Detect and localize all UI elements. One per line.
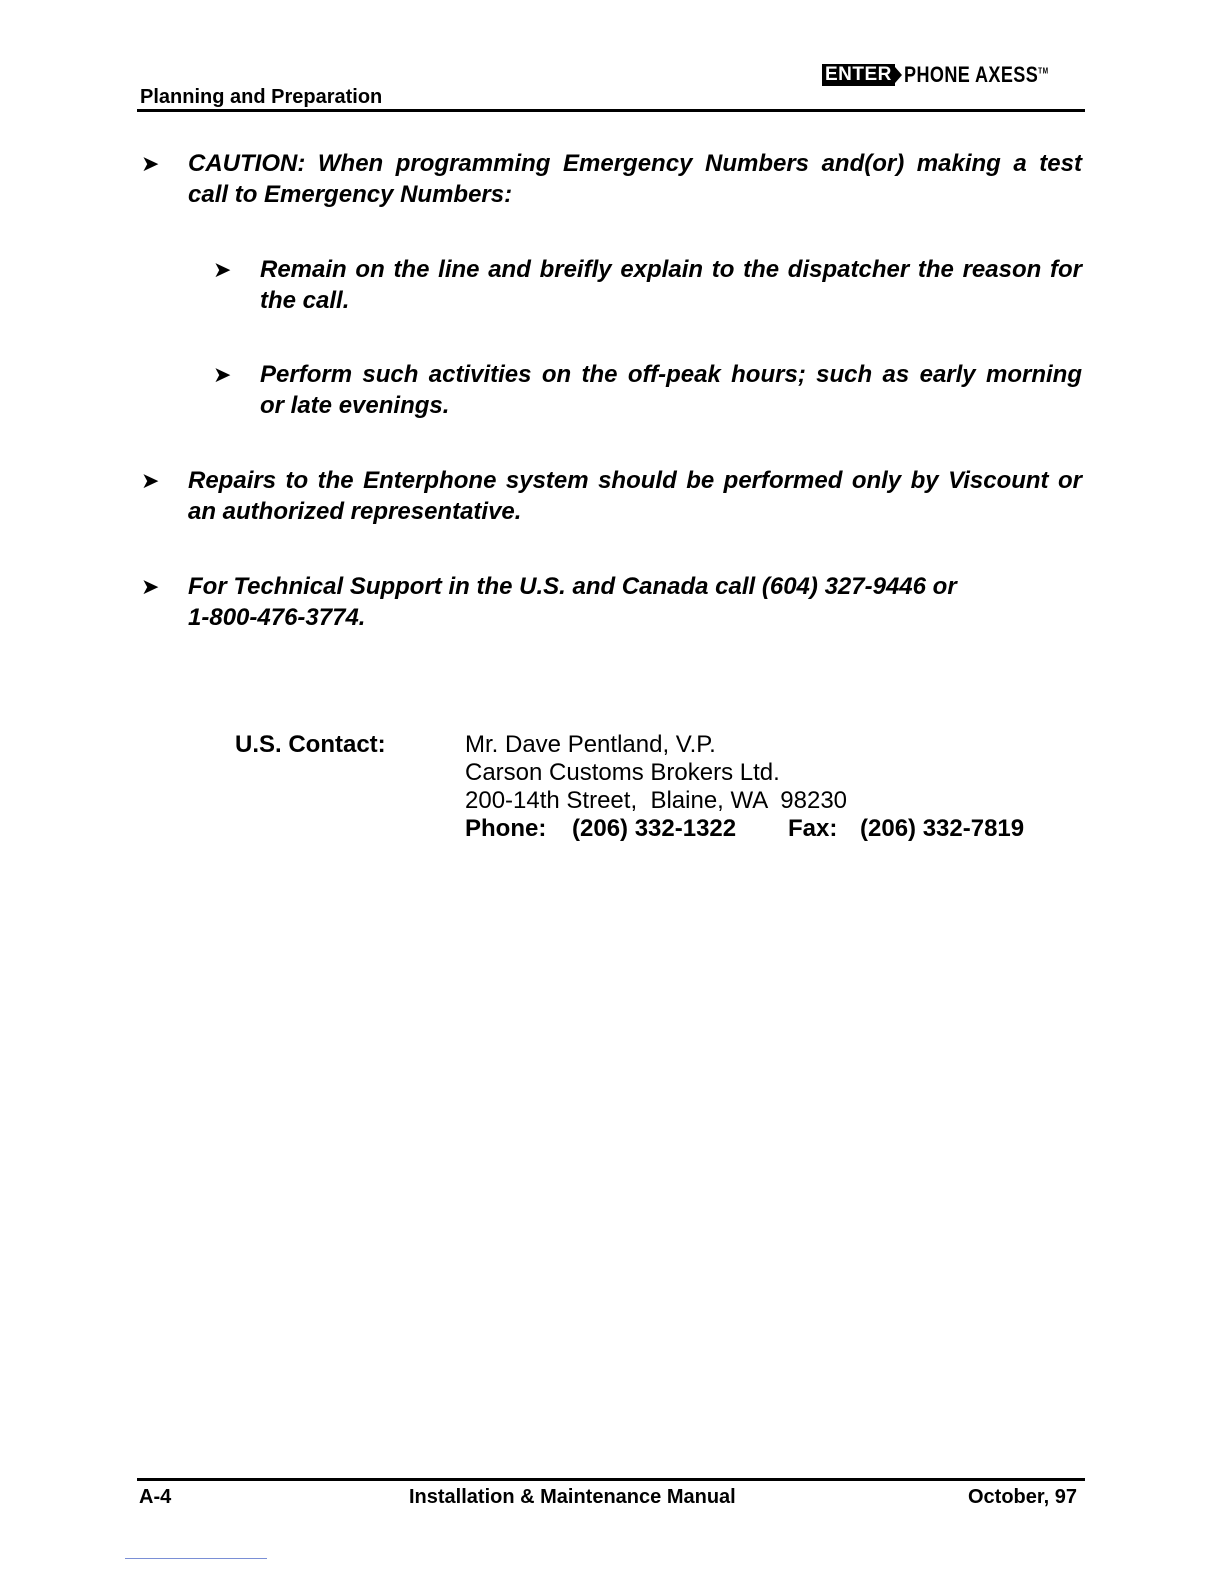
scan-artifact-line [125,1558,267,1559]
section-title: Planning and Preparation [140,86,383,108]
arrow-bullet-icon: ➤ [141,574,160,599]
logo-enter-box: ENTER [822,64,895,86]
repairs-bullet [188,465,1082,527]
logo-text [904,62,1048,88]
contact-fax: (206) 332-7819 [860,815,1025,842]
contact-address: 200-14th Street, Blaine, WA 98230 [465,787,848,814]
support-line-1: For Technical Support in the U.S. and Canada call (604) 327-9446 or [188,573,957,600]
arrow-bullet-icon: ➤ [213,257,232,282]
support-line-2: 1-800-476-3774. [188,604,366,631]
footer-rule [137,1478,1085,1481]
us-contact-label: U.S. Contact: [235,731,386,758]
publication-date: October, 97 [968,1486,1077,1508]
caution-line-2: call to Emergency Numbers: [188,181,513,208]
remain-on-line-bullet [260,254,1082,316]
remain-line-2: the call. [260,287,350,314]
contact-fax-label: Fax: [788,815,838,842]
contact-phone: (206) 332-1322 [572,815,737,842]
off-peak-bullet [260,359,1082,421]
arrow-bullet-icon: ➤ [141,151,160,176]
arrow-bullet-icon: ➤ [213,362,232,387]
off-peak-line-2: or late evenings. [260,392,450,419]
repairs-line-2: an authorized representative. [188,498,522,525]
support-bullet [188,571,988,633]
remain-line-1: Remain on the line and breifly explain to the dispatcher the reason for [260,256,1082,283]
enterphone-axess-logo [822,62,1080,88]
manual-title: Installation & Maintenance Manual [409,1486,736,1508]
contact-company: Carson Customs Brokers Ltd. [465,759,780,786]
caution-line-1: CAUTION: When programming Emergency Numbers and(or) making a test [188,150,1082,177]
off-peak-line-1: Perform such activities on the off-peak hours; such as early morning [260,361,1082,388]
contact-phone-label: Phone: [465,815,547,842]
contact-name: Mr. Dave Pentland, V.P. [465,731,716,758]
logo-trademark: TM [1038,66,1049,76]
header-rule [137,109,1085,112]
caution-bullet [188,148,1082,210]
logo-arrow-icon [895,67,902,83]
repairs-line-1: Repairs to the Enterphone system should be performed only by Viscount or [188,467,1082,494]
arrow-bullet-icon: ➤ [141,468,160,493]
page-number: A-4 [139,1486,172,1508]
logo-product-name: PHONE AXESS [903,62,1039,87]
